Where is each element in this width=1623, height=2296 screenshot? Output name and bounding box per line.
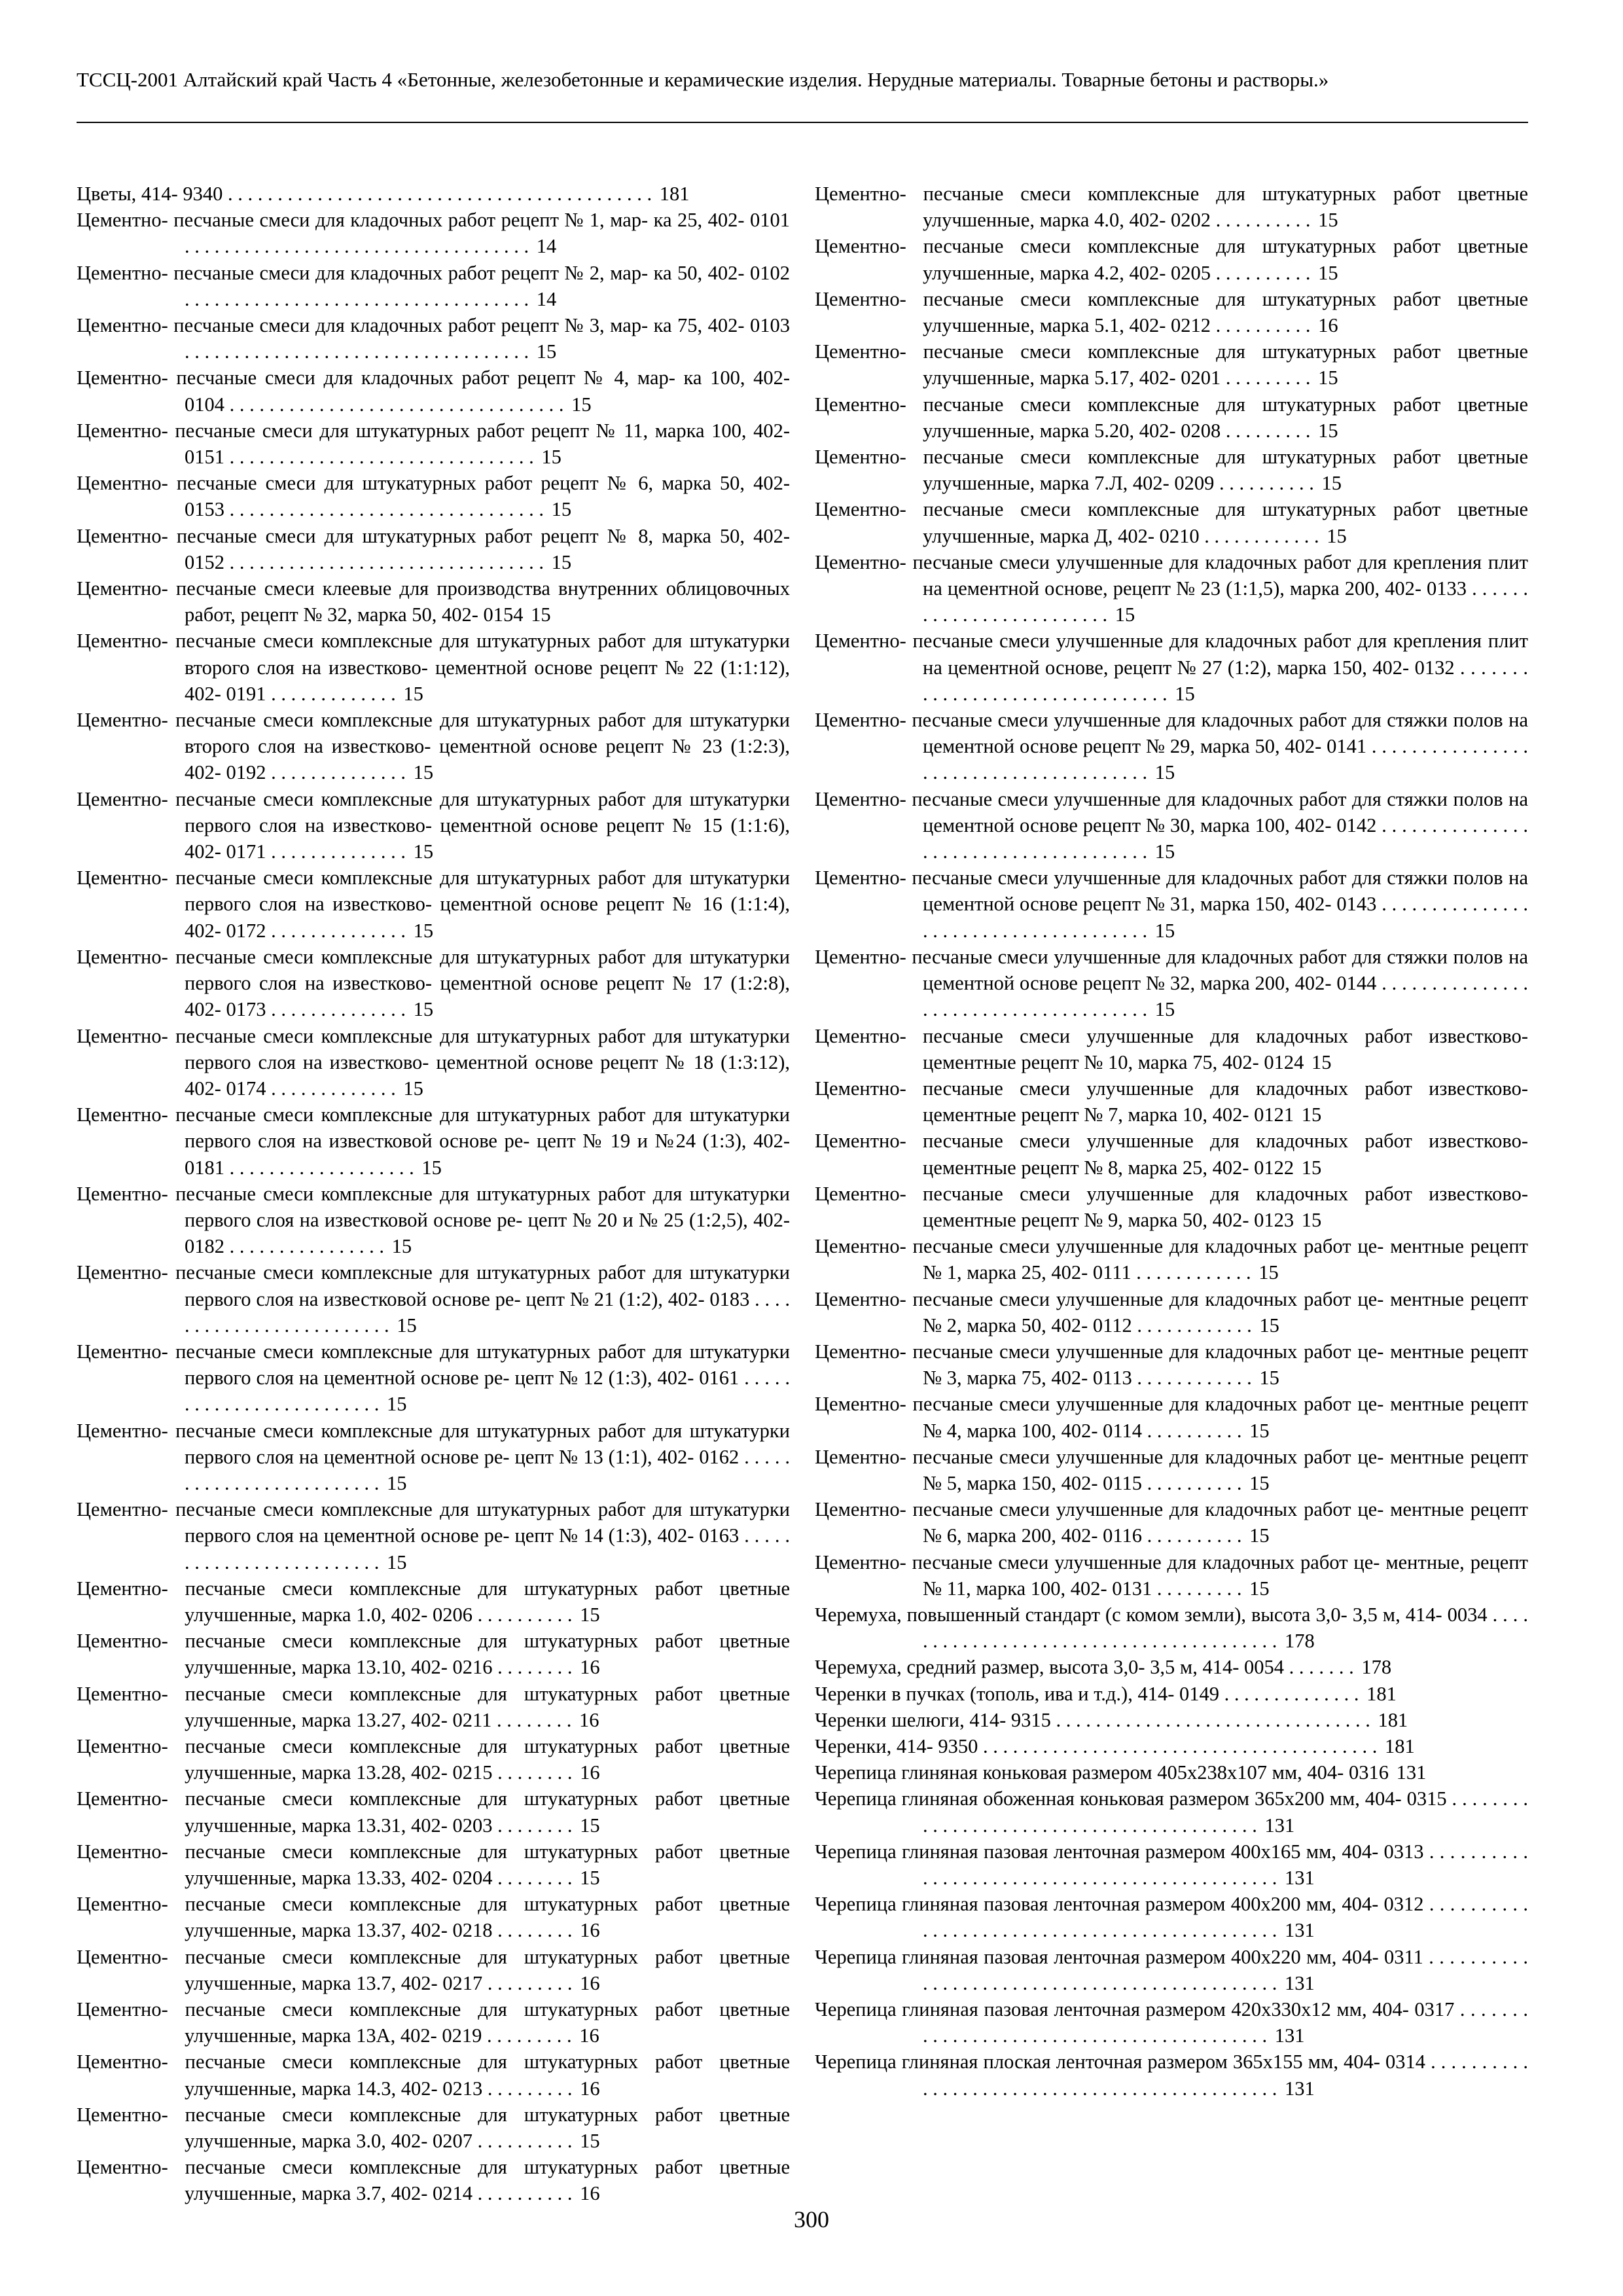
entry-page-number: 178: [1285, 1630, 1315, 1653]
entry-text: Цементно- песчаные смеси для штукатурных работ рецепт № 6, марка 50, 402- 0153 . . . . . . . . . . . . . . . . . . . . . . . . . . . . . . . .: [77, 472, 790, 521]
index-entry: [77, 1891, 790, 1943]
index-entry: [77, 260, 790, 312]
entry-text: Цементно- песчаные смеси комплексные для штукатурных работ цветные улучшенные, марка 5.1, 402- 0212 . . . . . . . . . .: [815, 287, 1528, 337]
entry-text: Цементно- песчаные смеси улучшенные для кладочных работ для стяжки полов на цементной основе рецепт № 31, марка 150, 402- 0143 . . . . . . . . . . . . . . . . . . . . . . . . . . . . . . . . . . . . . .: [815, 867, 1528, 942]
index-entry: [77, 1496, 790, 1575]
entry-text: Цементно- песчаные смеси комплексные для штукатурных работ цветные улучшенные, марка 1.0, 402- 0206 . . . . . . . . . .: [77, 1577, 790, 1626]
index-entry: [77, 1023, 790, 1102]
index-entry: [815, 2049, 1528, 2101]
entry-page-number: 15: [536, 340, 557, 363]
index-entry: [815, 391, 1528, 444]
entry-page-number: 131: [1285, 1971, 1315, 1994]
entry-text: Цементно- песчаные смеси комплексные для штукатурных работ для штукатурки первого слоя на известково- цементной основе рецепт № 18 (1:3:12), 402- 0174 . . . . . . . . . . . . .: [77, 1024, 790, 1100]
index-entry: [77, 181, 790, 207]
entry-page-number: 15: [1301, 1156, 1322, 1179]
page-number: 300: [794, 2206, 829, 2233]
entry-text: Цементно- песчаные смеси комплексные для штукатурных работ для штукатурки первого слоя на известковой основе ре- цепт № 21 (1:2), 402- 0183 . . . . . . . . . . . . . . . . . . . . . . . . .: [77, 1261, 790, 1336]
header-divider: [77, 122, 1528, 123]
index-entry: [815, 1233, 1528, 1285]
entry-page-number: 15: [1258, 1261, 1279, 1284]
entry-text: Цементно- песчаные смеси комплексные для штукатурных работ цветные улучшенные, марка 13А, 402- 0219 . . . . . . . . .: [77, 1998, 790, 2047]
entry-page-number: 15: [1154, 840, 1175, 863]
entry-text: Цементно- песчаные смеси улучшенные для кладочных работ це- ментные рецепт № 1, марка 25, 402- 0111 . . . . . . . . . . . .: [815, 1235, 1528, 1284]
index-entry: [815, 181, 1528, 233]
index-entry: [815, 1944, 1528, 1996]
index-entry: [77, 1418, 790, 1497]
index-entry: [77, 1338, 790, 1418]
entry-page-number: 16: [580, 1919, 600, 1942]
entry-text: Цементно- песчаные смеси комплексные для штукатурных работ для штукатурки второго слоя на известково- цементной основе рецепт № 22 (1:1:12), 402- 0191 . . . . . . . . . . . . .: [77, 630, 790, 705]
index-entry: [77, 786, 790, 865]
entry-page-number: 15: [387, 1393, 407, 1416]
entry-page-number: 15: [1318, 209, 1338, 232]
entry-text: Цементно- песчаные смеси для кладочных работ рецепт № 3, мар- ка 75, 402- 0103 . . . . . . . . . . . . . . . . . . . . . . . . . . . . . . . . . . .: [77, 314, 790, 363]
entry-text: Черемуха, повышенный стандарт (с комом земли), высота 3,0- 3,5 м, 414- 0034 . . . . . . . . . . . . . . . . . . . . . . . . . . . . . . . . . . . . . . . .: [815, 1603, 1528, 1653]
index-entry: [77, 575, 790, 628]
entry-page-number: 15: [580, 1603, 600, 1626]
entry-page-number: 15: [413, 998, 434, 1021]
entry-text: Цементно- песчаные смеси для кладочных работ рецепт № 4, мар- ка 100, 402- 0104 . . . . . . . . . . . . . . . . . . . . . . . . . . . . . . . . . .: [77, 367, 790, 416]
entry-text: Черепица глиняная пазовая ленточная размером 400x200 мм, 404- 0312 . . . . . . . . . . . . . . . . . . . . . . . . . . . . . . . . . . . . . . . . . . . . . .: [815, 1893, 1528, 1942]
entry-page-number: 15: [1249, 1524, 1270, 1547]
entry-page-number: 15: [580, 2130, 600, 2153]
index-entry: [815, 1891, 1528, 1943]
index-entry: [815, 1602, 1528, 1654]
entry-text: Черепица глиняная пазовая ленточная размером 420x330x12 мм, 404- 0317 . . . . . . . . . . . . . . . . . . . . . . . . . . . . . . . . . . . . . . . . . .: [815, 1998, 1528, 2047]
index-entry: [815, 1733, 1528, 1759]
entry-page-number: 15: [1154, 761, 1175, 784]
index-entry: [77, 1681, 790, 1733]
entry-text: Цементно- песчаные смеси комплексные для штукатурных работ цветные улучшенные, марка 5.20, 402- 0208 . . . . . . . . .: [815, 393, 1528, 442]
entry-page-number: 15: [531, 603, 551, 626]
index-entry: [815, 1654, 1528, 1680]
entry-page-number: 16: [580, 2182, 600, 2205]
entry-page-number: 15: [1249, 1471, 1270, 1494]
index-entry: [815, 1023, 1528, 1075]
entry-page-number: 15: [421, 1156, 442, 1179]
entry-page-number: 181: [659, 183, 690, 205]
index-entry: [77, 312, 790, 365]
index-entry: [815, 1075, 1528, 1128]
entry-text: Цементно- песчаные смеси улучшенные для кладочных работ для стяжки полов на цементной основе рецепт № 29, марка 50, 402- 0141 . . . . . . . . . . . . . . . . . . . . . . . . . . . . . . . . . . . . . . .: [815, 709, 1528, 784]
entry-text: Цементно- песчаные смеси улучшенные для кладочных работ для крепления плит на цементной основе, рецепт № 27 (1:2), марка 150, 402- 0132 . . . . . . . . . . . . . . . . . . . . . . . . . . . . . . . .: [815, 630, 1528, 705]
index-entry: [815, 233, 1528, 285]
index-entry: [77, 1102, 790, 1181]
entry-text: Цементно- песчаные смеси улучшенные для кладочных работ известково- цементные рецепт № 7, марка 10, 402- 0121: [815, 1077, 1528, 1126]
entry-text: Цементно- песчаные смеси улучшенные для кладочных работ известково- цементные рецепт № 8, марка 25, 402- 0122: [815, 1130, 1528, 1179]
entry-text: Цементно- песчаные смеси улучшенные для кладочных работ известково- цементные рецепт № 10, марка 75, 402- 0124: [815, 1024, 1528, 1073]
index-entry: [815, 1681, 1528, 1707]
entry-page-number: 15: [1154, 919, 1175, 942]
entry-page-number: 15: [391, 1235, 412, 1258]
entry-text: Черенки шелюги, 414- 9315 . . . . . . . . . . . . . . . . . . . . . . . . . . . . . . . .: [815, 1708, 1370, 1731]
index-entry: [815, 1839, 1528, 1891]
index-entry: [77, 1785, 790, 1838]
entry-page-number: 131: [1285, 1919, 1315, 1942]
entry-page-number: 131: [1396, 1761, 1427, 1784]
entry-page-number: 16: [1318, 314, 1338, 337]
entry-page-number: 15: [1259, 1367, 1279, 1390]
entry-page-number: 15: [1327, 524, 1347, 547]
entry-page-number: 15: [403, 1077, 423, 1100]
entry-page-number: 16: [580, 1761, 600, 1784]
entry-page-number: 15: [1321, 472, 1342, 495]
entry-page-number: 15: [1301, 1103, 1322, 1126]
entry-page-number: 15: [397, 1314, 417, 1336]
entry-page-number: 181: [1385, 1734, 1415, 1757]
index-entry: [77, 1733, 790, 1785]
index-entry: [815, 786, 1528, 865]
index-entry: [815, 1286, 1528, 1338]
index-entry: [77, 944, 790, 1023]
entry-page-number: 131: [1285, 2077, 1315, 2100]
index-entry: [77, 2154, 790, 2206]
index-entry: [77, 1259, 790, 1338]
index-entry: [77, 365, 790, 417]
entry-page-number: 15: [551, 498, 572, 521]
index-entry: [77, 1575, 790, 1628]
entry-text: Цементно- песчаные смеси комплексные для штукатурных работ для штукатурки первого слоя на известково- цементной основе рецепт № 17 (1:2:8), 402- 0173 . . . . . . . . . . . . . .: [77, 945, 790, 1021]
entry-page-number: 131: [1264, 1814, 1295, 1837]
entry-text: Цементно- песчаные смеси комплексные для штукатурных работ цветные улучшенные, марка 7.Л, 402- 0209 . . . . . . . . . .: [815, 446, 1528, 495]
entry-text: Цементно- песчаные смеси улучшенные для кладочных работ для крепления плит на цементной основе, рецепт № 23 (1:1,5), марка 200, 402- 0133 . . . . . . . . . . . . . . . . . . . . . . . . .: [815, 550, 1528, 626]
entry-page-number: 15: [413, 919, 434, 942]
entry-text: Черенки, 414- 9350 . . . . . . . . . . . . . . . . . . . . . . . . . . . . . . . . . . . . . . . .: [815, 1734, 1378, 1757]
index-column-left: [77, 181, 790, 2207]
index-entry: [77, 707, 790, 786]
index-entry: [815, 707, 1528, 786]
entry-text: Черепица глиняная плоская ленточная размером 365x155 мм, 404- 0314 . . . . . . . . . . . . . . . . . . . . . . . . . . . . . . . . . . . . . . . . . . . . . .: [815, 2051, 1528, 2100]
entry-page-number: 15: [1175, 682, 1195, 705]
index-entry: [77, 1839, 790, 1891]
entry-text: Цементно- песчаные смеси комплексные для штукатурных работ цветные улучшенные, марка 13.28, 402- 0215 . . . . . . . .: [77, 1734, 790, 1784]
entry-page-number: 15: [1318, 261, 1338, 284]
index-entry: [815, 1785, 1528, 1838]
entry-page-number: 131: [1274, 2024, 1305, 2047]
page-header: ТССЦ-2001 Алтайский край Часть 4 «Бетонные, железобетонные и керамические изделия. Нерудные материалы. Товарные бетоны и растворы.»: [77, 68, 1329, 91]
entry-page-number: 15: [1249, 1419, 1270, 1442]
index-entry: [77, 523, 790, 575]
index-entry: [815, 1996, 1528, 2049]
entry-text: Цементно- песчаные смеси комплексные для штукатурных работ цветные улучшенные, марка 3.7, 402- 0214 . . . . . . . . . .: [77, 2156, 790, 2205]
entry-text: Цементно- песчаные смеси комплексные для штукатурных работ для штукатурки первого слоя на известковой основе ре- цепт № 19 и №24 (1:3), 402- 0181 . . . . . . . . . . . . . . . . . . .: [77, 1103, 790, 1179]
entry-page-number: 15: [387, 1551, 407, 1573]
entry-text: Черепица глиняная пазовая ленточная размером 400x220 мм, 404- 0311 . . . . . . . . . . . . . . . . . . . . . . . . . . . . . . . . . . . . . . . . . . . . . .: [815, 1945, 1528, 1994]
index-entry: [815, 944, 1528, 1023]
entry-page-number: 14: [536, 235, 557, 258]
index-column-right: [815, 181, 1528, 2102]
entry-page-number: 15: [571, 393, 592, 416]
entry-page-number: 15: [551, 550, 572, 573]
entry-text: Цементно- песчаные смеси улучшенные для кладочных работ для стяжки полов на цементной основе рецепт № 32, марка 200, 402- 0144 . . . . . . . . . . . . . . . . . . . . . . . . . . . . . . . . . . . . . .: [815, 945, 1528, 1021]
entry-text: Цементно- песчаные смеси клеевые для производства внутренних облицовочных работ, рецепт № 32, марка 50, 402- 0154: [77, 577, 790, 626]
entry-text: Цементно- песчаные смеси для кладочных работ рецепт № 2, мар- ка 50, 402- 0102 . . . . . . . . . . . . . . . . . . . . . . . . . . . . . . . . . . .: [77, 261, 790, 310]
entry-text: Черепица глиняная пазовая ленточная размером 400x165 мм, 404- 0313 . . . . . . . . . . . . . . . . . . . . . . . . . . . . . . . . . . . . . . . . . . . . . .: [815, 1840, 1528, 1889]
entry-text: Цементно- песчаные смеси комплексные для штукатурных работ для штукатурки второго слоя на известково- цементной основе рецепт № 23 (1:2:3), 402- 0192 . . . . . . . . . . . . . .: [77, 709, 790, 784]
index-entry: [815, 1181, 1528, 1233]
entry-text: Цементно- песчаные смеси для кладочных работ рецепт № 1, мар- ка 25, 402- 0101 . . . . . . . . . . . . . . . . . . . . . . . . . . . . . . . . . . .: [77, 209, 790, 258]
index-entry: [815, 628, 1528, 707]
entry-page-number: 15: [413, 840, 434, 863]
index-entry: [77, 2049, 790, 2101]
entry-text: Черепица глиняная обоженная коньковая размером 365x200 мм, 404- 0315 . . . . . . . . . . . . . . . . . . . . . . . . . . . . . . . . . . . . . . . . . .: [815, 1787, 1528, 1837]
entry-text: Цементно- песчаные смеси комплексные для штукатурных работ для штукатурки первого слоя на известково- цементной основе рецепт № 15 (1:1:6), 402- 0171 . . . . . . . . . . . . . .: [77, 787, 790, 863]
entry-text: Черенки в пучках (тополь, ива и т.д.), 414- 0149 . . . . . . . . . . . . . .: [815, 1682, 1359, 1705]
index-entry: [815, 1707, 1528, 1733]
entry-text: Цементно- песчаные смеси комплексные для штукатурных работ цветные улучшенные, марка Д, 402- 0210 . . . . . . . . . . . .: [815, 498, 1528, 547]
entry-text: Цементно- песчаные смеси для штукатурных работ рецепт № 11, марка 100, 402- 0151 . . . . . . . . . . . . . . . . . . . . . . . . . . . . . . .: [77, 419, 790, 469]
entry-page-number: 15: [1154, 998, 1175, 1021]
entry-text: Черепица глиняная коньковая размером 405x238x107 мм, 404- 0316: [815, 1761, 1389, 1784]
entry-text: Цементно- песчаные смеси для штукатурных работ рецепт № 8, марка 50, 402- 0152 . . . . . . . . . . . . . . . . . . . . . . . . . . . . . . . .: [77, 524, 790, 573]
index-entry: [77, 865, 790, 944]
entry-page-number: 131: [1285, 1867, 1315, 1889]
entry-text: Цементно- песчаные смеси комплексные для штукатурных работ цветные улучшенные, марка 13.31, 402- 0203 . . . . . . . .: [77, 1787, 790, 1837]
index-entry: [815, 1338, 1528, 1391]
index-entry: [815, 1549, 1528, 1602]
index-entry: [77, 207, 790, 259]
entry-page-number: 178: [1361, 1656, 1392, 1679]
entry-text: Цементно- песчаные смеси комплексные для штукатурных работ цветные улучшенные, марка 4.2, 402- 0205 . . . . . . . . . .: [815, 235, 1528, 284]
index-entry: [815, 1128, 1528, 1180]
entry-page-number: 16: [579, 2024, 599, 2047]
entry-page-number: 16: [579, 1708, 599, 1731]
entry-text: Цементно- песчаные смеси комплексные для штукатурных работ цветные улучшенные, марка 13.7, 402- 0217 . . . . . . . . .: [77, 1945, 790, 1994]
index-entry: [815, 496, 1528, 548]
entry-page-number: 15: [1259, 1314, 1279, 1336]
entry-text: Цементно- песчаные смеси улучшенные для кладочных работ для стяжки полов на цементной основе рецепт № 30, марка 100, 402- 0142 . . . . . . . . . . . . . . . . . . . . . . . . . . . . . . . . . . . . . .: [815, 787, 1528, 863]
entry-page-number: 15: [580, 1867, 600, 1889]
index-entry: [815, 865, 1528, 944]
entry-page-number: 15: [413, 761, 434, 784]
entry-text: Цементно- песчаные смеси комплексные для штукатурных работ цветные улучшенные, марка 3.0, 402- 0207 . . . . . . . . . .: [77, 2103, 790, 2153]
index-entry: [77, 628, 790, 707]
entry-text: Цементно- песчаные смеси комплексные для штукатурных работ цветные улучшенные, марка 13.33, 402- 0204 . . . . . . . .: [77, 1840, 790, 1889]
entry-text: Цементно- песчаные смеси комплексные для штукатурных работ для штукатурки первого слоя на известково- цементной основе рецепт № 16 (1:1:4), 402- 0172 . . . . . . . . . . . . . .: [77, 867, 790, 942]
entry-text: Цементно- песчаные смеси улучшенные для кладочных работ це- ментные рецепт № 4, марка 100, 402- 0114 . . . . . . . . . .: [815, 1393, 1528, 1442]
index-entry: [815, 1496, 1528, 1549]
entry-page-number: 181: [1366, 1682, 1397, 1705]
entry-page-number: 15: [1115, 603, 1135, 626]
entry-text: Цементно- песчаные смеси улучшенные для кладочных работ це- ментные рецепт № 5, марка 150, 402- 0115 . . . . . . . . . .: [815, 1445, 1528, 1494]
entry-text: Цементно- песчаные смеси комплексные для штукатурных работ для штукатурки первого слоя на цементной основе ре- цепт № 12 (1:3), 402- 0161 . . . . . . . . . . . . . . . . . . . . . . . . .: [77, 1340, 790, 1416]
index-entry: [815, 549, 1528, 628]
entry-text: Цементно- песчаные смеси улучшенные для кладочных работ це- ментные рецепт № 6, марка 200, 402- 0116 . . . . . . . . . .: [815, 1498, 1528, 1547]
index-entry: [815, 338, 1528, 391]
entry-text: Цементно- песчаные смеси комплексные для штукатурных работ цветные улучшенные, марка 5.17, 402- 0201 . . . . . . . . .: [815, 340, 1528, 389]
entry-text: Цементно- песчаные смеси комплексные для штукатурных работ цветные улучшенные, марка 4.0, 402- 0202 . . . . . . . . . .: [815, 183, 1528, 232]
index-entry: [815, 286, 1528, 338]
entry-page-number: 15: [403, 682, 423, 705]
entry-text: Цементно- песчаные смеси комплексные для штукатурных работ цветные улучшенные, марка 13.10, 402- 0216 . . . . . . . .: [77, 1630, 790, 1679]
index-entry: [77, 1181, 790, 1260]
entry-page-number: 16: [580, 2077, 600, 2100]
entry-page-number: 15: [1301, 1208, 1322, 1231]
entry-text: Цементно- песчаные смеси комплексные для штукатурных работ цветные улучшенные, марка 13.27, 402- 0211 . . . . . . . .: [77, 1682, 790, 1731]
entry-page-number: 181: [1378, 1708, 1408, 1731]
entry-page-number: 16: [580, 1971, 600, 1994]
entry-text: Цементно- песчаные смеси комплексные для штукатурных работ для штукатурки первого слоя на цементной основе ре- цепт № 13 (1:1), 402- 0162 . . . . . . . . . . . . . . . . . . . . . . . . .: [77, 1419, 790, 1494]
entry-page-number: 15: [1311, 1050, 1332, 1073]
index-entry: [77, 1628, 790, 1680]
entry-text: Цементно- песчаные смеси комплексные для штукатурных работ цветные улучшенные, марка 14.3, 402- 0213 . . . . . . . . .: [77, 2051, 790, 2100]
entry-text: Цементно- песчаные смеси комплексные для штукатурных работ цветные улучшенные, марка 13.37, 402- 0218 . . . . . . . .: [77, 1893, 790, 1942]
entry-text: Черемуха, средний размер, высота 3,0- 3,5 м, 414- 0054 . . . . . . .: [815, 1656, 1354, 1679]
index-entry: [77, 1996, 790, 2049]
index-entry: [77, 418, 790, 470]
entry-page-number: 15: [387, 1471, 407, 1494]
index-entry: [815, 444, 1528, 496]
entry-page-number: 14: [536, 287, 557, 310]
index-entry: [815, 1759, 1528, 1785]
entry-page-number: 15: [541, 446, 562, 469]
entry-page-number: 16: [580, 1656, 600, 1679]
entry-text: Цементно- песчаные смеси улучшенные для кладочных работ це- ментные, рецепт № 11, марка 100, 402- 0131 . . . . . . . . .: [815, 1551, 1528, 1600]
index-entry: [77, 470, 790, 522]
entry-text: Цементно- песчаные смеси улучшенные для кладочных работ це- ментные рецепт № 2, марка 50, 402- 0112 . . . . . . . . . . . .: [815, 1287, 1528, 1336]
entry-page-number: 15: [580, 1814, 600, 1837]
entry-page-number: 15: [1249, 1577, 1270, 1600]
index-entry: [815, 1391, 1528, 1443]
entry-text: Цветы, 414- 9340 . . . . . . . . . . . . . . . . . . . . . . . . . . . . . . . . . . . . . . . . . . .: [77, 183, 652, 205]
entry-text: Цементно- песчаные смеси комплексные для штукатурных работ для штукатурки первого слоя на цементной основе ре- цепт № 14 (1:3), 402- 0163 . . . . . . . . . . . . . . . . . . . . . . . . .: [77, 1498, 790, 1573]
index-entry: [77, 2102, 790, 2154]
entry-page-number: 15: [1318, 367, 1338, 389]
entry-page-number: 15: [1318, 419, 1338, 442]
entry-text: Цементно- песчаные смеси улучшенные для кладочных работ це- ментные рецепт № 3, марка 75, 402- 0113 . . . . . . . . . . . .: [815, 1340, 1528, 1390]
entry-text: Цементно- песчаные смеси улучшенные для кладочных работ известково- цементные рецепт № 9, марка 50, 402- 0123: [815, 1182, 1528, 1231]
entry-text: Цементно- песчаные смеси комплексные для штукатурных работ для штукатурки первого слоя на известковой основе ре- цепт № 20 и № 25 (1:2,5), 402- 0182 . . . . . . . . . . . . . . . .: [77, 1182, 790, 1258]
index-entry: [77, 1944, 790, 1996]
index-entry: [815, 1444, 1528, 1496]
